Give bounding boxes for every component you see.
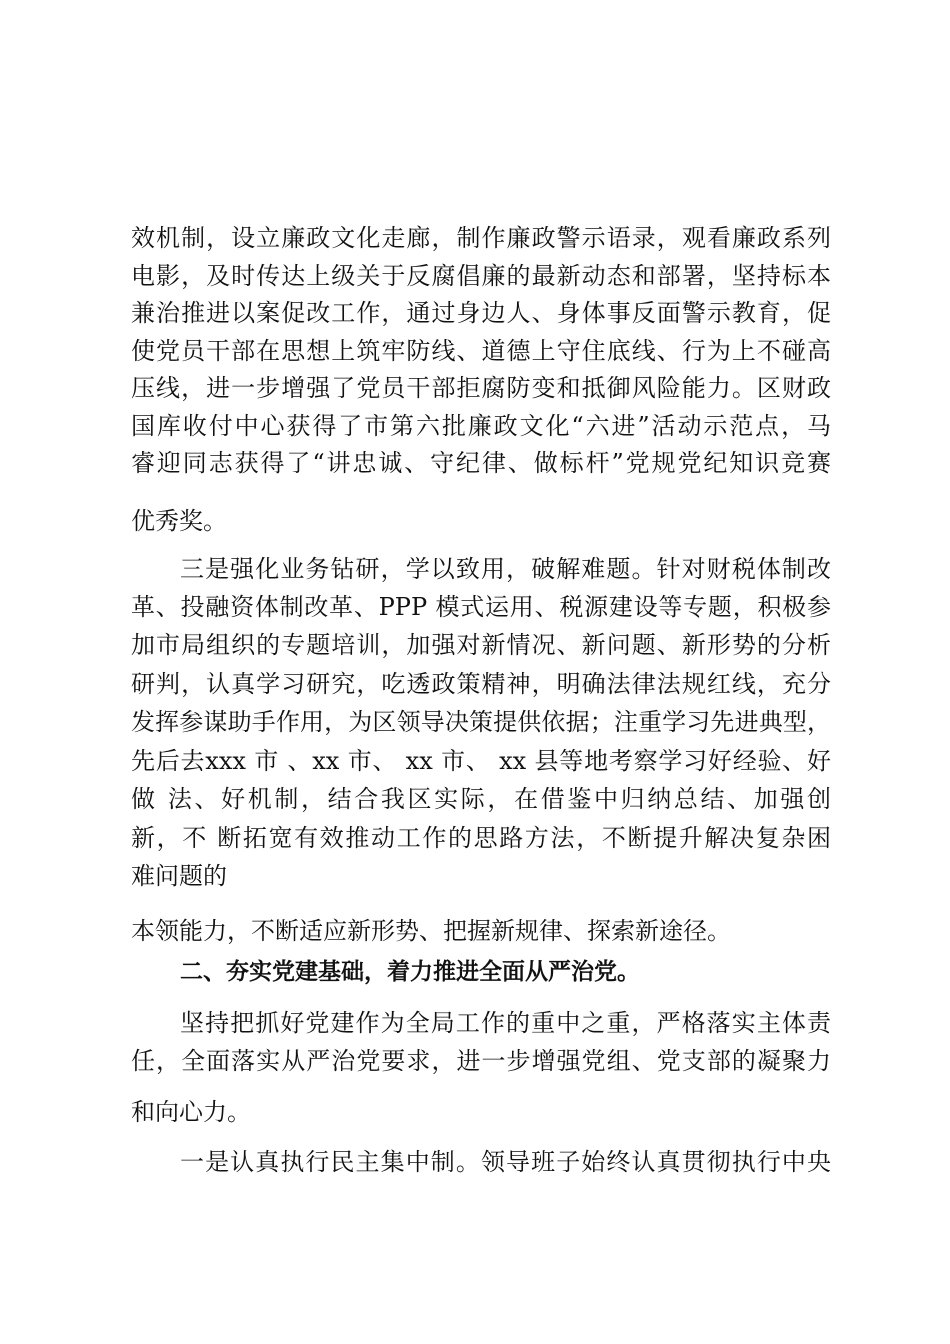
paragraph-line: 难问题的 — [131, 862, 227, 890]
paragraph-line: 优秀奖。 — [131, 507, 227, 535]
paragraph-line: 发挥参谋助手作用，为区领导决策提供依据；注重学习先进典型， — [131, 708, 831, 736]
paragraph-line: 压线，进一步增强了党员干部拒腐防变和抵御风险能力。区财政 — [131, 374, 831, 402]
paragraph-line: 国库收付中心获得了市第六批廉政文化“六进”活动示范点，马 — [131, 412, 831, 440]
paragraph-line: 一是认真执行民主集中制。领导班子始终认真贯彻执行中央 — [180, 1148, 831, 1176]
paragraph-line: 做 法、好机制，结合我区实际，在借鉴中归纳总结、加强创 — [131, 785, 831, 813]
paragraph-line: 本领能力，不断适应新形势、把握新规律、探索新途径。 — [131, 917, 731, 945]
paragraph-line: 使党员干部在思想上筑牢防线、道德上守住底线、行为上不碰高 — [131, 337, 831, 365]
paragraph-line: 三是强化业务钻研，学以致用，破解难题。针对财税体制改 — [180, 555, 831, 583]
paragraph-line: 效机制，设立廉政文化走廊，制作廉政警示语录，观看廉政系列 — [131, 224, 831, 252]
paragraph-line: 新，不 断拓宽有效推动工作的思路方法，不断提升解决复杂困 — [131, 824, 831, 852]
paragraph-line: 和向心力。 — [131, 1098, 251, 1126]
paragraph-line: 任，全面落实从严治党要求，进一步增强党组、党支部的凝聚力 — [131, 1047, 831, 1075]
paragraph-line: 坚持把抓好党建作为全局工作的重中之重，严格落实主体责 — [180, 1009, 831, 1037]
paragraph-line: 电影，及时传达上级关于反腐倡廉的最新动态和部署，坚持标本 — [131, 262, 831, 290]
paragraph-line: 研判，认真学习研究，吃透政策精神，明确法律法规红线，充分 — [131, 670, 831, 698]
paragraph-line: 先后去xxx 市 、xx 市、 xx 市、 xx 县等地考察学习好经验、好 — [131, 747, 831, 775]
paragraph-line: 睿迎同志获得了“讲忠诚、守纪律、做标杆”党规党纪知识竞赛 — [131, 449, 831, 477]
section-heading: 二、夯实党建基础，着力推进全面从严治党。 — [180, 959, 640, 985]
paragraph-line: 革、投融资体制改革、PPP 模式运用、税源建设等专题，积极参 — [131, 593, 831, 621]
paragraph-line: 加市局组织的专题培训，加强对新情况、新问题、新形势的分析 — [131, 631, 831, 659]
paragraph-line: 兼治推进以案促改工作，通过身边人、身体事反面警示教育，促 — [131, 299, 831, 327]
